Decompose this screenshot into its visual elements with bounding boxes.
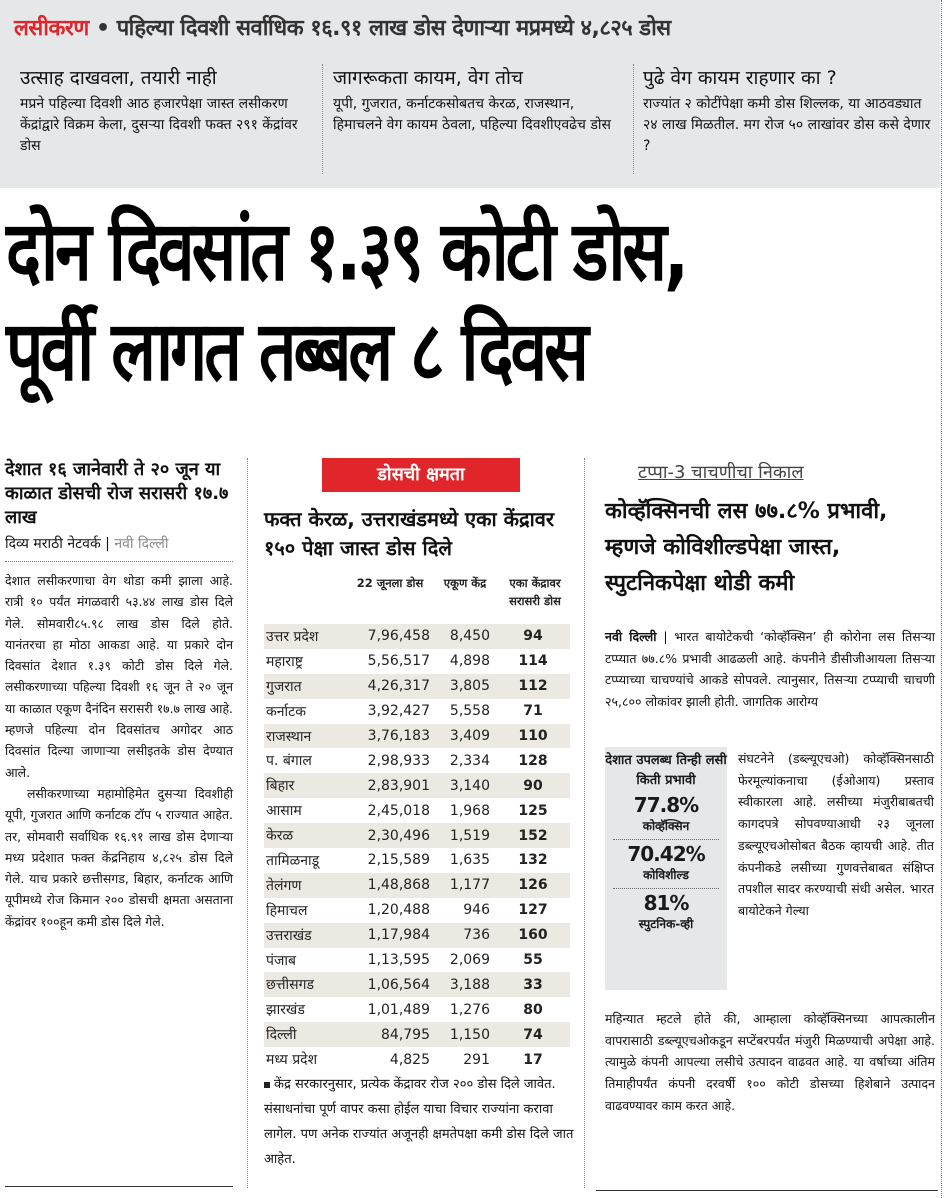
dose-note [264,1072,576,1172]
column-header: एका केंद्रावर सरासरी डोस [509,576,561,608]
dose-table [264,624,570,1072]
centres-cell: 1,968 [449,802,490,819]
stat-value: 81% [643,891,689,915]
average-cell: 71 [523,703,543,720]
table-row [264,923,570,948]
banner-column-title: पुढे वेग कायम राहणार का ? [643,67,837,89]
table-row [264,624,570,649]
average-cell: 160 [496,923,570,948]
centres-cell: 1,177 [430,873,496,898]
left-story-body [5,570,233,932]
table-row [264,649,570,674]
byline: दिव्य मराठी नेटवर्क | नवी दिल्ली [5,536,169,552]
state-cell: गुजरात [264,674,350,699]
table-row [264,773,570,798]
average-cell: 114 [518,653,548,670]
divider [596,1190,938,1191]
dateline: नवी दिल्ली [605,629,657,644]
headline-line: दोन दिवसांत १.३९ कोटी डोस, [6,203,687,300]
centres-cell: 2,069 [449,952,490,969]
state-cell: प. बंगाल [266,753,312,770]
average-cell: 55 [523,952,543,969]
paragraph: नवी दिल्ली | भारत बायोटेकची ‘कोव्हॅक्सिन’ ही कोरोना लस तिसऱ्या टप्प्यात ७७.८% प्रभावी आढळली आहे. कंपनीने डीसीजीआयला तिसऱ्या टप्प्याच्या चाचण्यांचे आकडे सोपवले. त्यानुसार, तिसऱ्या टप्प्याची चाचणी २५,८०० लोकांवर झाली होती. जागतिक आरोग्य [605,629,935,710]
average-cell: 112 [496,674,570,699]
stat-value: 77.8% [633,793,699,817]
kicker [14,12,934,42]
banner-column [333,64,623,182]
banner-column-text: मप्रने पहिल्या दिवशी आठ हजारपेक्षा जास्त लसीकरण केंद्रांद्वारे विक्रम केला, दुसऱ्या दिवशी फक्त २९१ केंद्रांवर डोस [20,96,298,154]
bullet-square-icon [264,1082,270,1088]
column-header: एकूण केंद्र [443,576,487,590]
doses-cell: 2,15,589 [367,852,430,869]
divider [613,839,719,840]
table-row [264,898,570,923]
state-cell: उत्तर प्रदेश [264,624,350,649]
paragraph: संघटनेने (डब्ल्यूएचओ) कोव्हॅक्सिनसाठी फेरमूल्यांकनाचा (ईओआय) प्रस्ताव स्वीकारला आहे. लसीच्या मंजुरीबाबतची कागदपत्रे सोपवण्याआधी २३ जूनला डब्ल्यूएचओसोबत बैठक व्हायची आहे. तीत कंपनीकडे लसीच्या गुणवत्तेबाबत संक्षिप्त तपशील सादर करण्याची संधी असेल. भारत बायोटेकने गेल्या [738,751,934,918]
section-tag: डोसची क्षमता [322,458,520,492]
table-row [264,724,570,749]
paragraph-text: भारत बायोटेकची ‘कोव्हॅक्सिन’ ही कोरोना लस तिसऱ्या टप्प्यात ७७.८% प्रभावी आढळली आहे. कंपनीने डीसीजीआयला तिसऱ्या टप्प्याच्या चाचण्यांचे आकडे सोपवले. त्यानुसार, तिसऱ्या टप्प्याची चाचणी २५,८०० लोकांवर झाली होती. जागतिक आरोग्य [605,629,935,710]
centres-cell: 3,409 [430,724,496,749]
divider [5,1186,233,1187]
state-cell: केरळ [264,823,350,848]
banner-column [20,64,315,182]
divider [322,64,323,174]
average-cell: 110 [496,724,570,749]
kicker-text: • पहिल्या दिवशी सर्वाधिक १६.९१ लाख डोस देणाऱ्या मप्रमध्ये ४,८२५ डोस [95,16,671,41]
centres-cell: 1,519 [430,823,496,848]
doses-cell: 3,92,427 [367,703,430,720]
centres-cell: 1,276 [449,1001,490,1018]
table-row [264,1022,570,1047]
state-cell: राजस्थान [264,724,350,749]
stat-value: 70.42% [627,842,705,866]
table-row [264,873,570,898]
doses-cell: 1,48,868 [350,873,430,898]
banner-column-text: यूपी, गुजरात, कर्नाटकसोबतच केरळ, राजस्थान, हिमाचलने वेग कायम ठेवला, पहिल्या दिवशीएवढेच डोस [333,96,611,133]
centres-cell: 946 [463,902,490,919]
average-cell: 80 [523,1001,543,1018]
table-row [264,972,570,997]
centres-cell: 5,558 [449,703,490,720]
centres-cell: 3,805 [430,674,496,699]
divider [247,458,248,1188]
table-row [264,948,570,973]
stat-name: स्पुटनिक-व्ही [638,917,694,931]
doses-cell: 1,01,489 [367,1001,430,1018]
column-header: 22 जूनला डोस [356,576,424,590]
state-cell: उत्तराखंड [264,923,350,948]
state-cell: हिमाचल [266,902,308,919]
average-cell: 127 [518,902,548,919]
divider [584,458,585,1188]
table-row [264,798,570,823]
table-row [264,748,570,773]
state-cell: पंजाब [266,952,296,969]
doses-cell: 2,83,901 [350,773,430,798]
centres-cell: 3,140 [430,773,496,798]
doses-cell: 7,96,458 [350,624,430,649]
state-cell: मध्य प्रदेश [266,1052,318,1069]
divider [5,561,233,562]
section-tag: टप्पा-3 चाचणीचा निकाल [638,462,804,483]
page-edge-divider [941,0,942,1198]
right-story-heading: कोव्हॅक्सिनची लस ७७.८% प्रभावी, म्हणजे कोविशील्डपेक्षा जास्त, स्पुटनिकपेक्षा थोडी कमी [605,499,888,596]
main-headline [6,202,936,402]
doses-cell: 1,20,488 [367,902,430,919]
divider [633,64,634,174]
paragraph: महिन्यात म्हटले होते की, आम्हाला कोव्हॅक्सिनच्या आपत्कालीन वापरासाठी डब्ल्यूएचओकडून सप्टेंबरपर्यंत मंजुरी मिळण्याची अपेक्षा आहे. त्यामुळे कंपनी आपल्या लसीचे उत्पादन वाढवत आहे. या वर्षाच्या अंतिम तिमाहीपर्यंत कंपनी दरवर्षी १०० कोटी डोसच्या हिशेबाने उत्पादन वाढवण्यावर काम करत आहे. [605,1011,935,1113]
average-cell: 94 [496,624,570,649]
average-cell: 125 [518,802,548,819]
doses-cell: 3,76,183 [350,724,430,749]
left-story-subhead: देशात १६ जानेवारी ते २० जून या काळात डोसची रोज सरासरी १७.७ लाख [5,459,229,528]
average-cell: 132 [518,852,548,869]
doses-cell: 4,26,317 [350,674,430,699]
centres-cell: 3,188 [430,972,496,997]
centres-cell: 291 [463,1051,490,1068]
state-cell: कर्नाटक [266,703,306,720]
average-cell: 152 [496,823,570,848]
state-cell: महाराष्ट्र [266,653,303,670]
stat-name: कोविशील्ड [643,868,689,882]
average-cell: 90 [496,773,570,798]
table-row [264,674,570,699]
average-cell: 126 [496,873,570,898]
table-row [264,699,570,724]
centres-cell: 8,450 [430,624,496,649]
state-cell: बिहार [264,773,350,798]
kicker-label: लसीकरण [14,16,89,41]
dateline: नवी दिल्ली [114,536,169,552]
divider [613,888,719,889]
stat-box-label: देशात उपलब्ध तिन्ही लसी किती प्रभावी [605,753,727,788]
doses-cell: 2,98,933 [367,752,430,769]
centres-cell: 736 [430,923,496,948]
centres-cell: 2,334 [449,752,490,769]
stat-name: कोव्हॅक्सिन [642,819,690,833]
centres-cell: 1,150 [430,1022,496,1047]
doses-cell: 4,825 [389,1051,430,1068]
state-cell: छत्तीसगड [264,972,350,997]
efficacy-stat-box [605,747,727,990]
note-text: केंद्र सरकारनुसार, प्रत्येक केंद्रावर रोज २०० डोस दिले जावेत. संसाधनांचा पूर्ण वापर कसा होईल याचा विचार राज्यांना करावा लागेल. पण अनेक राज्यांत अजूनही क्षमतेपक्षा कमी डोस दिले जात आहेत. [264,1077,574,1167]
average-cell: 128 [518,752,548,769]
table-row [264,1047,570,1072]
centres-cell: 1,635 [449,852,490,869]
state-cell: आसाम [266,803,302,820]
banner-column-text: राज्यांत २ कोटींपेक्षा कमी डोस शिल्लक, या आठवड्यात २४ लाख मिळतील. मग रोज ५० लाखांवर डोस कसे देणार ? [643,96,931,154]
doses-cell: 84,795 [350,1022,430,1047]
state-cell: झारखंड [266,1002,305,1019]
doses-cell: 2,30,496 [350,823,430,848]
top-banner [0,0,940,188]
average-cell: 74 [496,1022,570,1047]
banner-column-title: जागरूकता कायम, वेग तोच [333,67,523,89]
average-cell: 17 [523,1051,543,1068]
banner-column-title: उत्साह दाखवला, तयारी नाही [20,67,217,89]
doses-cell: 1,06,564 [350,972,430,997]
doses-cell: 1,13,595 [367,952,430,969]
state-cell: दिल्ली [264,1022,350,1047]
average-cell: 33 [496,972,570,997]
dose-box-heading: फक्त केरळ, उत्तराखंडमध्ये एका केंद्रावर १५० पेक्षा जास्त डोस दिले [264,507,555,560]
state-cell: तेलंगण [264,873,350,898]
doses-cell: 5,56,517 [367,653,430,670]
headline-line: पूर्वी लागत तब्बल ८ दिवस [6,303,586,400]
table-row [264,848,570,873]
paragraph: लसीकरणाच्या महामोहिमेत दुसऱ्या दिवशीही यूपी, गुजरात आणि कर्नाटक टॉप ५ राज्यात आहेत. तर, सोमवारी सर्वाधिक १६.९१ लाख डोस देणाऱ्या मध्य प्रदेशात फक्त केंद्रनिहाय ४,८२५ डोस दिले गेले. याच प्रकारे छत्तीसगड, बिहार, कर्नाटक आणि यूपीमध्ये रोज किमान २०० डोसची क्षमता असताना केंद्रांवर १००हून कमी डोस दिले गेले. [5,785,233,929]
centres-cell: 4,898 [449,653,490,670]
state-cell: तामिळनाडू [266,852,320,869]
doses-cell: 1,17,984 [350,923,430,948]
byline-source: दिव्य मराठी नेटवर्क [5,536,101,552]
paragraph: देशात लसीकरणाचा वेग थोडा कमी झाला आहे. रात्री १० पर्यंत मंगळवारी ५३.४४ लाख डोस दिले गेले. सोमवारी८५.९८ लाख डोस दिले होते. यानंतरचा हा मोठा आकडा आहे. या प्रकारे दोन दिवसांत देशात १.३९ कोटी डोस दिले गेले. लसीकरणाच्या पहिल्या दिवशी १६ जून ते २० जून या काळात एकूण दैनंदिन सरासरी १७.७ लाख आहे. म्हणजे पहिल्या दोन दिवसांतच अगोदर आठ दिवसांत दिल्या जाणाऱ्या लसीइतके डोस देण्यात आले. [5,573,233,780]
table-row [264,823,570,848]
table-row [264,997,570,1022]
left-story [5,458,233,932]
banner-column [643,64,935,182]
doses-cell: 2,45,018 [367,802,430,819]
